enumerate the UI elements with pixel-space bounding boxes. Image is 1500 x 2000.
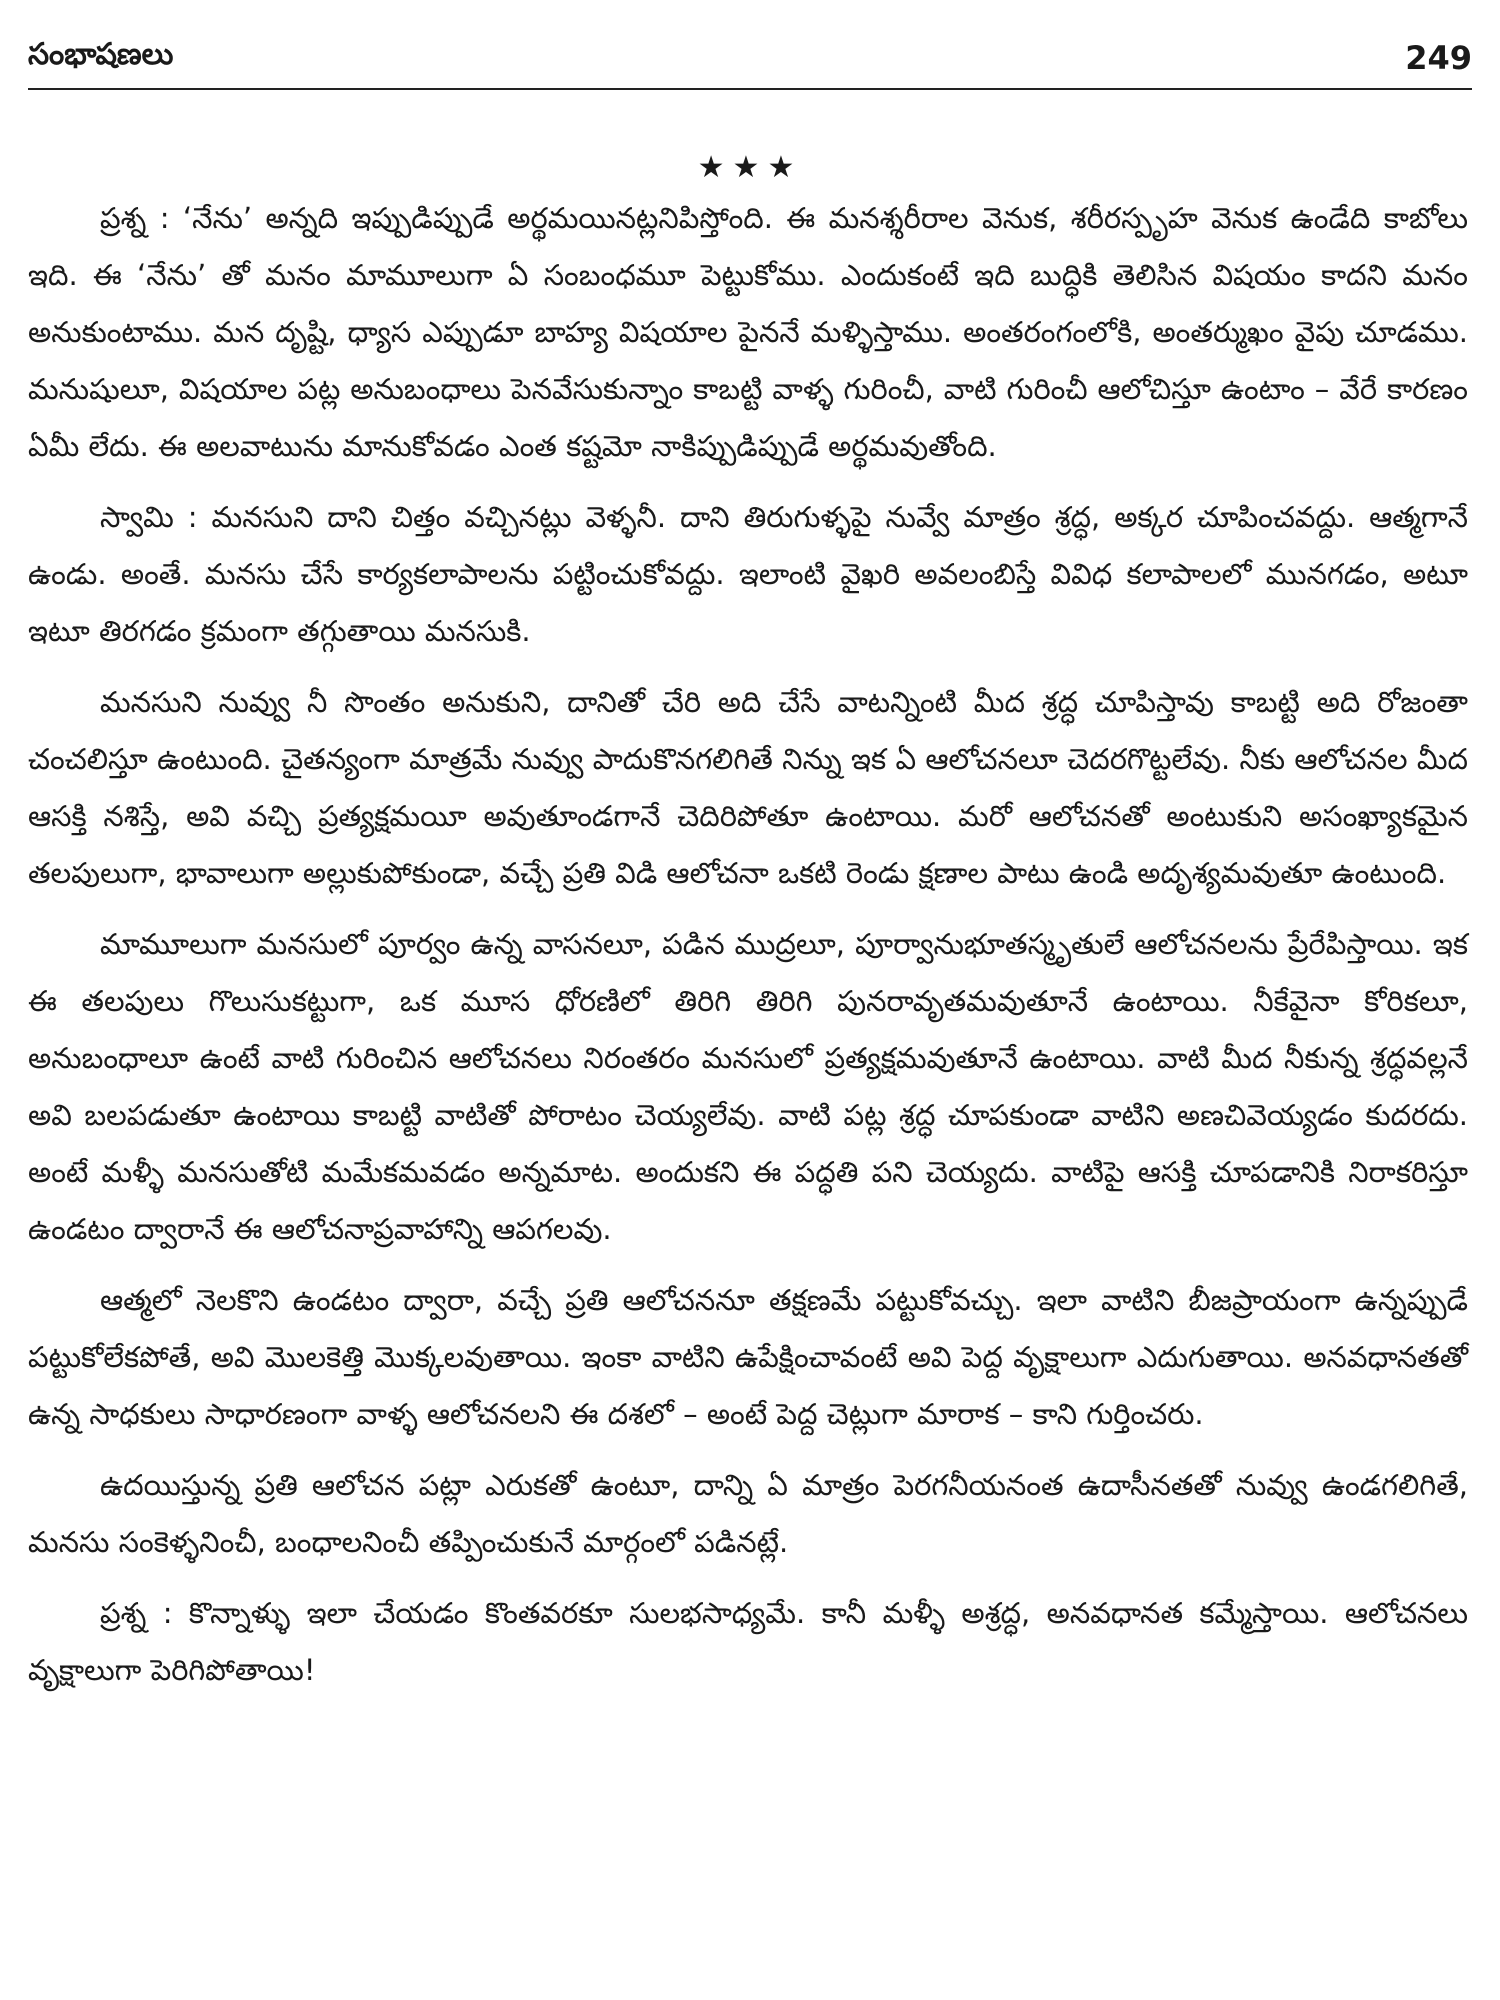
paragraph: ఉదయిస్తున్న ప్రతి ఆలోచన పట్లా ఎరుకతో ఉంటూ, దాన్ని ఏ మాత్రం పెరగనీయనంత ఉదాసీనతతో నువ్వు ఉండగలిగితే, మనసు సంకెళ్ళనించీ, బంధాలనించీ తప్పించుకునే మార్గంలో పడినట్లే. [28, 1468, 1468, 1559]
body-text [28, 190, 1468, 1713]
paragraph: స్వామి : మనసుని దాని చిత్తం వచ్చినట్లు వెళ్ళనీ. దాని తిరుగుళ్ళపై నువ్వే మాత్రం శ్రద్ధ, అక్కర చూపించవద్దు. ఆత్మగానే ఉండు. అంతే. మనసు చేసే కార్యకలాపాలను పట్టించుకోవద్దు. ఇలాంటి వైఖరి అవలంబిస్తే వివిధ కలాపాలలో మునగడం, అటూ ఇటూ తిరగడం క్రమంగా తగ్గుతాయి మనసుకి. [28, 500, 1468, 648]
paragraph: ప్రశ్న : ‘నేను’ అన్నది ఇప్పుడిప్పుడే అర్థమయినట్లనిపిస్తోంది. ఈ మనశ్శరీరాల వెనుక, శరీరస్పృహ వెనుక ఉండేది కాబోలు ఇది. ఈ ‘నేను’ తో మనం మామూలుగా ఏ సంబంధమూ పెట్టుకోము. ఎందుకంటే ఇది బుద్ధికి తెలిసిన విషయం కాదని మనం అనుకుంటాము. మన దృష్టి, ధ్యాస ఎప్పుడూ బాహ్య విషయాల పైననే మళ్ళిస్తాము. అంతరంగంలోకి, అంతర్ముఖం వైపు చూడము. మనుషులూ, విషయాల పట్ల అనుబంధాలు పెనవేసుకున్నాం కాబట్టి వాళ్ళ గురించీ, వాటి గురించీ ఆలోచిస్తూ ఉంటాం – వేరే కారణం ఏమీ లేదు. ఈ అలవాటును మానుకోవడం ఎంత కష్టమో నాకిప్పుడిప్పుడే అర్థమవుతోంది. [28, 201, 1468, 463]
running-title: సంభాషణలు [28, 37, 174, 72]
page-number: 249 [1405, 39, 1472, 77]
paragraph: మనసుని నువ్వు నీ సొంతం అనుకుని, దానితో చేరి అది చేసే వాటన్నింటి మీద శ్రద్ధ చూపిస్తావు కాబట్టి అది రోజంతా చంచలిస్తూ ఉంటుంది. చైతన్యంగా మాత్రమే నువ్వు పాదుకొనగలిగితే నిన్ను ఇక ఏ ఆలోచనలూ చెదరగొట్టలేవు. నీకు ఆలోచనల మీద ఆసక్తి నశిస్తే, అవి వచ్చి ప్రత్యక్షమయీ అవుతూండగానే చెదిరిపోతూ ఉంటాయి. మరో ఆలోచనతో అంటుకుని అసంఖ్యాకమైన తలపులుగా, భావాలుగా అల్లుకుపోకుండా, వచ్చే ప్రతి విడి ఆలోచనా ఒకటి రెండు క్షణాల పాటు ఉండి అదృశ్యమవుతూ ఉంటుంది. [28, 685, 1468, 890]
section-divider: ★★★ [697, 150, 803, 185]
paragraph: ప్రశ్న : కొన్నాళ్ళు ఇలా చేయడం కొంతవరకూ సులభసాధ్యమే. కానీ మళ్ళీ అశ్రద్ధ, అనవధానత కమ్మేస్తాయి. ఆలోచనలు వృక్షాలుగా పెరిగిపోతాయి! [28, 1596, 1468, 1687]
paragraph: మామూలుగా మనసులో పూర్వం ఉన్న వాసనలూ, పడిన ముద్రలూ, పూర్వానుభూతస్మృతులే ఆలోచనలను ప్రేరేపిస్తాయి. ఇక ఈ తలపులు గొలుసుకట్టుగా, ఒక మూస ధోరణిలో తిరిగి తిరిగి పునరావృతమవుతూనే ఉంటాయి. నీకేవైనా కోరికలూ, అనుబంధాలూ ఉంటే వాటి గురించిన ఆలోచనలు నిరంతరం మనసులో ప్రత్యక్షమవుతూనే ఉంటాయి. వాటి మీద నీకున్న శ్రద్ధవల్లనే అవి బలపడుతూ ఉంటాయి కాబట్టి వాటితో పోరాటం చెయ్యలేవు. వాటి పట్ల శ్రద్ధ చూపకుండా వాటిని అణచివెయ్యడం కుదరదు. అంటే మళ్ళీ మనసుతోటి మమేకమవడం అన్నమాట. అందుకని ఈ పద్ధతి పని చెయ్యదు. వాటిపై ఆసక్తి చూపడానికి నిరాకరిస్తూ ఉండటం ద్వారానే ఈ ఆలోచనాప్రవాహాన్ని ఆపగలవు. [28, 927, 1468, 1246]
page-header [28, 28, 1472, 90]
paragraph: ఆత్మలో నెలకొని ఉండటం ద్వారా, వచ్చే ప్రతి ఆలోచననూ తక్షణమే పట్టుకోవచ్చు. ఇలా వాటిని బీజప్రాయంగా ఉన్నప్పుడే పట్టుకోలేకపోతే, అవి మొలకెత్తి మొక్కలవుతాయి. ఇంకా వాటిని ఉపేక్షించావంటే అవి పెద్ద వృక్షాలుగా ఎదుగుతాయి. అనవధానతతో ఉన్న సాధకులు సాధారణంగా వాళ్ళ ఆలోచనలని ఈ దశలో – అంటే పెద్ద చెట్లుగా మారాక – కాని గుర్తించరు. [28, 1283, 1468, 1431]
